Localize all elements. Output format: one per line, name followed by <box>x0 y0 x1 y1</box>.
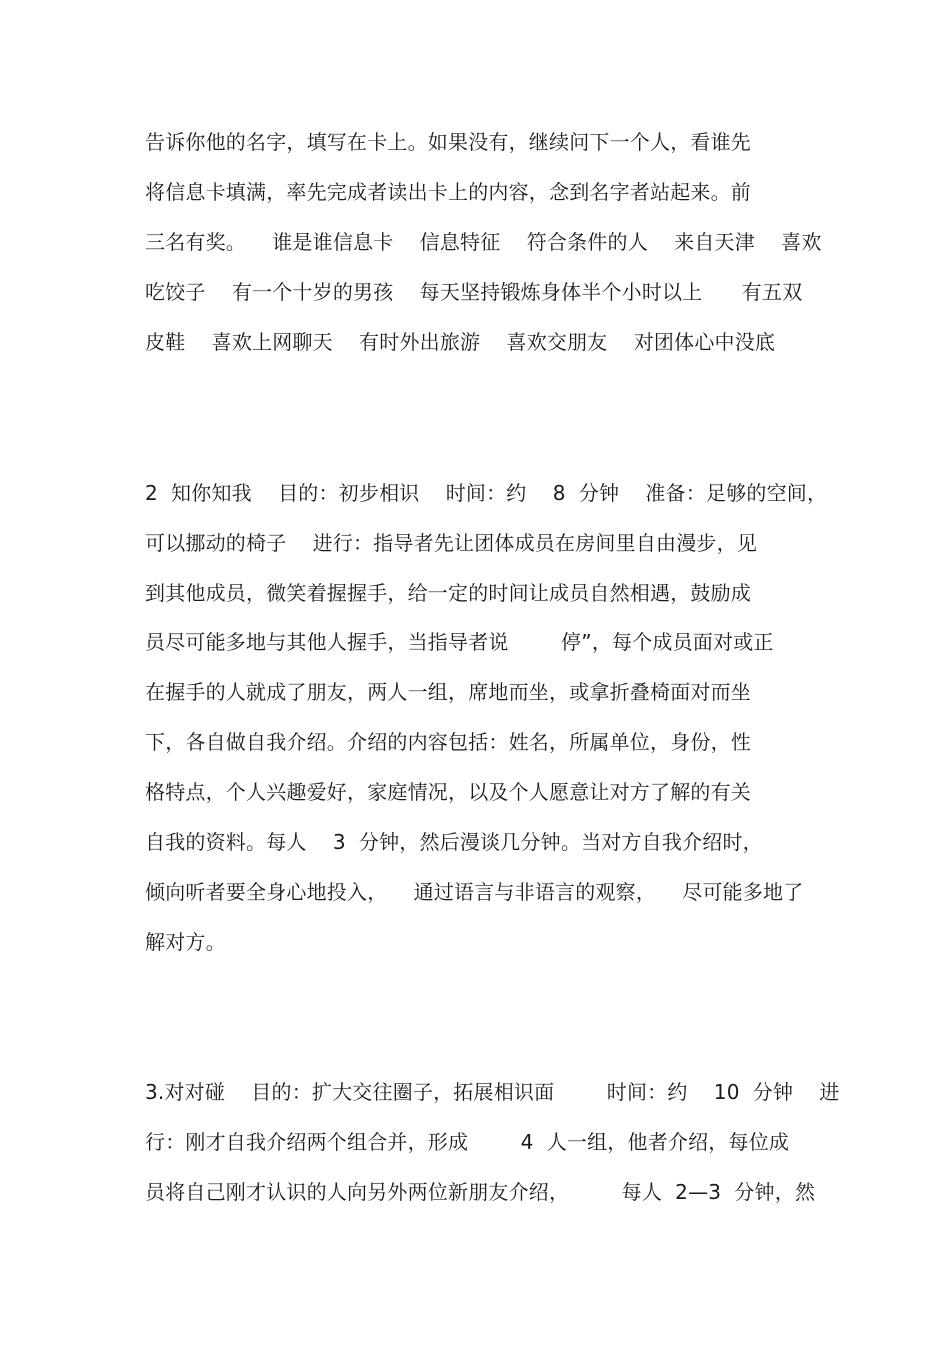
paragraph-1-line-1: 告诉你他的名字，填写在卡上。如果没有，继续问下一个人，看谁先 <box>145 130 751 154</box>
paragraph-1-line-4: 吃饺子 有一个十岁的男孩 每天坚持锻炼身体半个小时以上 有五双 <box>145 280 803 304</box>
paragraph-2-line-2: 可以挪动的椅子 进行：指导者先让团体成员在房间里自由漫步，见 <box>145 531 758 555</box>
paragraph-2-line-10: 解对方。 <box>145 930 226 954</box>
paragraph-1-line-2: 将信息卡填满，率先完成者读出卡上的内容，念到名字者站起来。前 <box>145 180 751 204</box>
paragraph-3-line-3: 员将自己刚才认识的人向另外两位新朋友介绍， 每人 2—3 分钟，然 <box>145 1180 816 1204</box>
paragraph-1-line-3: 三名有奖。 谁是谁信息卡 信息特征 符合条件的人 来自天津 喜欢 <box>145 230 822 254</box>
paragraph-2-line-7: 格特点，个人兴趣爱好，家庭情况，以及个人愿意让对方了解的有关 <box>145 780 751 804</box>
paragraph-2-line-5: 在握手的人就成了朋友，两人一组，席地而坐，或拿折叠椅面对而坐 <box>145 680 751 704</box>
paragraph-3-line-1: 3.对对碰 目的：扩大交往圈子，拓展相识面 时间：约 10 分钟 进 <box>145 1080 840 1104</box>
paragraph-2-line-3: 到其他成员，微笑着握握手，给一定的时间让成员自然相遇，鼓励成 <box>145 581 751 605</box>
paragraph-2-line-1: 2 知你知我 目的：初步相识 时间：约 8 分钟 准备：足够的空间， <box>145 481 828 505</box>
paragraph-2-line-6: 下，各自做自我介绍。介绍的内容包括：姓名，所属单位，身份，性 <box>145 730 751 754</box>
paragraph-2-line-4: 员尽可能多地与其他人握手，当指导者说 停”，每个成员面对或正 <box>145 630 774 654</box>
paragraph-3-line-2: 行：刚才自我介绍两个组合并，形成 4 人一组，他者介绍，每位成 <box>145 1130 790 1154</box>
paragraph-1-line-5: 皮鞋 喜欢上网聊天 有时外出旅游 喜欢交朋友 对团体心中没底 <box>145 330 776 354</box>
paragraph-2-line-9: 倾向听者要全身心地投入， 通过语言与非语言的观察， 尽可能多地了 <box>145 880 804 904</box>
paragraph-2-line-8: 自我的资料。每人 3 分钟，然后漫谈几分钟。当对方自我介绍时， <box>145 830 763 854</box>
